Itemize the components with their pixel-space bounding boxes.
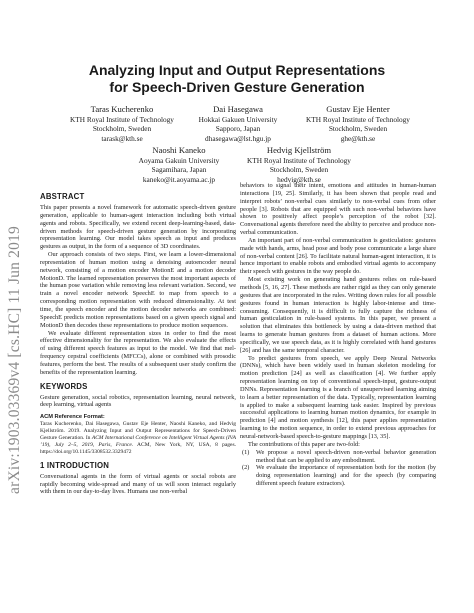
- body-paragraph-4: To predict gestures from speech, we apply Deep Neural Networks (DNNs), which have been widely used in human skeleton modeling for motion prediction [24] as well as classification [4]. We further apply representation learning on top of conventional speech-input, gesture-output DNNs. Representation learning is a branch of unsupervised learning aiming to learn a better representation of the data. Typically, representation learning is applied to make a subsequent learning task easier. Inspired by previous successful applications to learning human motion dynamics, for example in prediction [4] and motion synthesis [12], this paper applies representation learning to the motion sequence, in order to extend previous approaches for neural-network-based speech-to-gesture mappings [13, 35].: [240, 354, 436, 440]
- acm-reference-venue: ACM International Conference on Intelligent Virtual Agents (IVA ’19), July 2–5, 2019, Paris, France.: [40, 435, 236, 448]
- title-line-1: Analyzing Input and Output Representations: [88, 62, 386, 78]
- author-email[interactable]: ghe@kth.se: [340, 133, 376, 143]
- author-name: Hedvig Kjellström: [266, 145, 332, 155]
- body-paragraph-3: Most existing work on generating hand gestures relies on rule-based methods [5, 16, 27]. These methods are rather rigid as they can only generate gestures that are incorporated in the rules. Writing down rules for all possible gestures found in human interaction is highly labor-intense and time-consuming. Consequently, it is difficult to fully capture the richness of human gesticulation in rule-based systems. In this paper, we present a solution that eliminates this bottleneck by using a data-driven method that learns to generate human gestures from a dataset of human actions. More specifically, we use speech data, as it is highly correlated with hand gestures [26] and has the same temporal character.: [240, 276, 436, 354]
- list-text: We propose a novel speech-driven non-verbal behavior generation method that can be applied to any embodiment.: [256, 448, 436, 464]
- author-affiliation: KTH Royal Institute of Technology: [70, 115, 174, 124]
- author-location: Sagamihara, Japan: [151, 165, 207, 175]
- author-location: Stockholm, Sweden: [269, 165, 329, 175]
- author-name: Gustav Eje Henter: [326, 104, 390, 114]
- paper-title: [40, 62, 434, 95]
- list-number: (1): [242, 448, 250, 456]
- keywords-heading: KEYWORDS: [40, 381, 88, 391]
- author-affiliation: KTH Royal Institute of Technology: [247, 156, 351, 165]
- author-name: Naoshi Kaneko: [152, 145, 206, 155]
- right-column: [240, 182, 436, 488]
- abstract-paragraph-2: Our approach consists of two steps. First, we learn a lower-dimensional representation of human motion using a denoising autoencoder neural network, consisting of a motion encoder MotionE and a motion decoder MotionD. The learned representation preserves the most important aspects of the human pose variation while removing less relevant variation. Second, we train a novel encoder network SpeechE to map from speech to a corresponding motion representation with reduced dimensionality. At test time, the speech encoder and the motion decoder networks are combined: SpeechE predicts motion representations based on a given speech signal and MotionD then decodes these representations to produce motion sequences.: [40, 251, 236, 329]
- introduction-heading: 1 INTRODUCTION: [40, 460, 110, 470]
- acm-reference-heading: ACM Reference Format:: [40, 414, 105, 421]
- contribution-item-2: [240, 464, 436, 488]
- author-block-4: [109, 145, 249, 184]
- author-email[interactable]: kaneko@it.aoyama.ac.jp: [142, 174, 216, 184]
- author-affiliation: Aoyama Gakuin University: [138, 156, 220, 165]
- list-text: We evaluate the importance of representation both for the motion (by doing representation learning) and for the speech (by comparing different speech feature extractors).: [256, 464, 436, 488]
- author-email[interactable]: dhasegawa@lst.hgu.jp: [205, 133, 271, 143]
- acm-reference-authors: Taras Kucherenko, Dai Hasegawa, Gustav Eje Henter, Naoshi Kaneko, and Hedvig Kjellström. 2019. Analyzing Input and Output Representations for Speech-Driven Gesture Generation. In: [40, 421, 236, 442]
- acm-reference-doi[interactable]: ACM, New York, NY, USA, 8 pages. https://doi.org/10.1145/3308532.3329472: [40, 441, 237, 455]
- left-column: [40, 192, 236, 496]
- author-location: Stockholm, Sweden: [92, 124, 152, 134]
- author-location: Sapporo, Japan: [215, 124, 261, 134]
- author-email[interactable]: hedvig@kth.se: [277, 174, 321, 184]
- author-block-3: [288, 104, 428, 143]
- author-block-5: [229, 145, 369, 184]
- abstract-heading: ABSTRACT: [40, 192, 85, 201]
- body-paragraph-5: The contributions of this paper are two-fold:: [248, 440, 360, 448]
- arxiv-identifier: [3, 140, 27, 580]
- introduction-paragraph-1: Conversational agents in the form of virtual agents or social robots are rapidly becoming wide-spread and many of us will soon interact regularly with them in our day-to-day lives. Humans use non-verbal: [40, 472, 236, 496]
- list-number: (2): [242, 464, 250, 472]
- arxiv-id-text: arXiv:1903.03369v4 [cs.HC] 11 Jun 2019: [6, 226, 24, 494]
- body-paragraph-2: An important part of non-verbal communication is gesticulation: gestures made with hands, arms, head pose and body pose communicate a large share of non-verbal content [26]. To facilitate natural human-agent interaction, it is hence important to enable robots and embodied virtual agents to accompany their speech with gestures in the way people do.: [240, 236, 436, 276]
- author-location: Stockholm, Sweden: [328, 124, 388, 134]
- keywords-text: Gesture generation, social robotics, representation learning, neural network, deep learning, virtual agents: [40, 393, 236, 409]
- author-name: Taras Kucherenko: [90, 104, 154, 114]
- author-block-2: [168, 104, 308, 143]
- abstract-paragraph-1: This paper presents a novel framework for automatic speech-driven gesture generation, applicable to human-agent interaction including both virtual agents and robots. Specifically, we extend recent deep-learning-based, data-driven methods for speech-driven gesture generation by incorporating representation learning. Our model takes speech as input and produces gestures as output, in the form of a sequence of 3D coordinates.: [40, 204, 236, 251]
- author-name: Dai Hasegawa: [213, 104, 263, 114]
- abstract-paragraph-3: We evaluate different representation sizes in order to find the most effective dimensionality for the representation. We also evaluate the effects of using different speech features as input to the model. We find that mel-frequency cepstral coefficients (MFCCs), alone or combined with prosodic features, perform the best. The results of a subsequent user study confirm the benefits of the representation learning.: [40, 329, 236, 376]
- title-line-2: for Speech-Driven Gesture Generation: [109, 78, 365, 95]
- author-affiliation: Hokkai Gakuen University: [198, 115, 278, 124]
- acm-reference-text: [40, 421, 236, 456]
- author-affiliation: KTH Royal Institute of Technology: [306, 115, 410, 124]
- body-paragraph-1: behaviors to signal their intent, emotions and attitudes in human-human interactions [19, 25]. Similarly, it has been shown that people read and interpret robots’ non-verbal cues similarly to non-verbal cues from other people [3]. Robots that are equipped with such non-verbal behaviors have shown to positively affect people’s perception of the robot [32]. Conversational agents therefore need the ability to perceive and produce non-verbal communication.: [240, 182, 436, 237]
- contribution-item-1: [240, 449, 436, 465]
- author-email[interactable]: tarask@kth.se: [101, 133, 143, 143]
